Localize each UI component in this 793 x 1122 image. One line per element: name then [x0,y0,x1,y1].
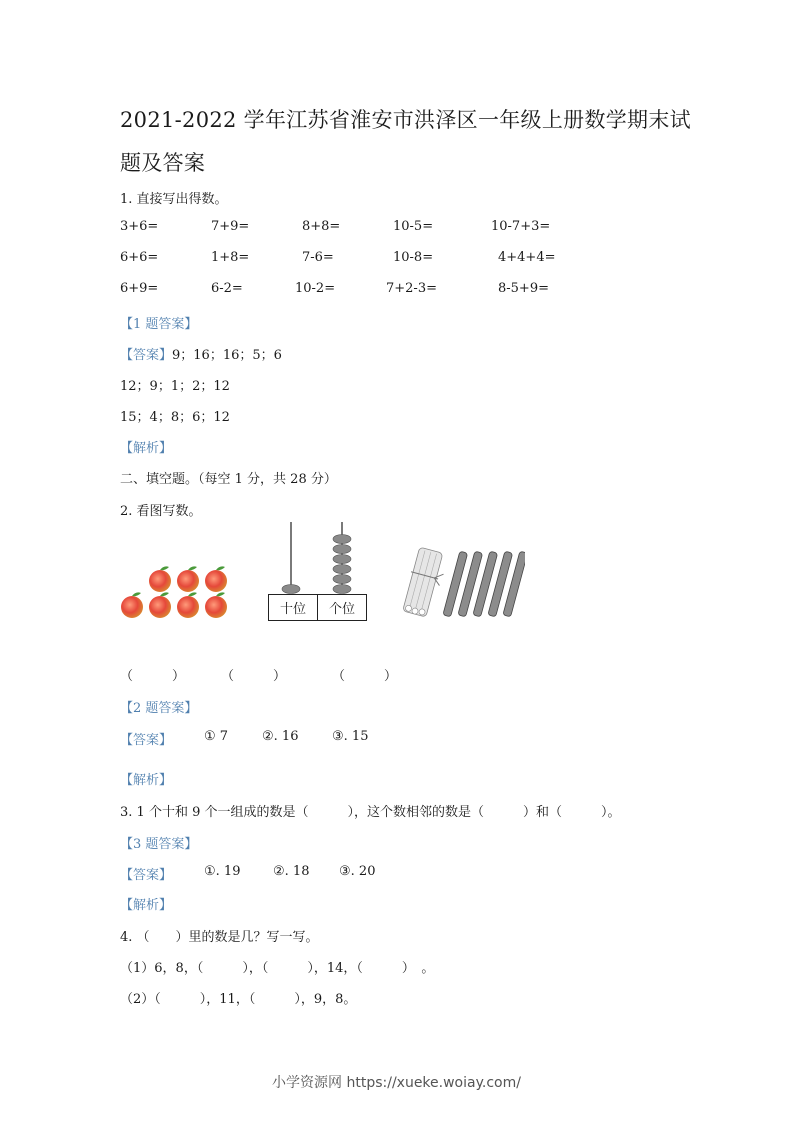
abacus-figure [267,522,367,622]
q1-answer-line-1 [120,344,282,363]
counting-sticks-figure [400,545,525,621]
ones-place-label: 个位 [328,602,355,617]
answer-value: 9；16；16；5；6 [172,348,282,363]
q4-heading: 4. （ ）里的数是几？写一写。 [120,930,319,945]
q1-item: 10-2= [295,281,336,296]
q3-answer-line [120,864,420,883]
q1-item: 7+9= [211,219,250,234]
answer-2: ②. 18 [273,864,310,879]
q1-item: 6+6= [120,250,159,265]
q1-answer-title: 【1 题答案】 [120,317,198,332]
q1-item: 4+4+4= [498,250,556,265]
q1-item: 6-2= [211,281,243,296]
q2-analysis-label: 【解析】 [120,773,173,788]
q1-analysis-label: 【解析】 [120,441,173,456]
blank-2[interactable]: （ ） [221,669,287,684]
q1-item: 1+8= [211,250,250,265]
footer-watermark: 小学资源网 https://xueke.woiay.com/ [272,1075,521,1091]
answer-1: ①. 19 [204,864,241,879]
answer-label: 【答案】 [120,733,173,748]
answer-2: ②. 16 [262,729,299,744]
q1-answer-line-2: 12；9；1；2；12 [120,379,230,394]
abacus-rods-icon [267,522,367,594]
answer-label: 【答案】 [120,348,173,363]
tens-place-label: 十位 [269,595,318,620]
answer-label: 【答案】 [120,868,173,883]
q1-item: 10-7+3= [491,219,551,234]
q1-item: 8-5+9= [498,281,549,296]
apples-figure [118,562,230,622]
section2-heading: 二、填空题。（每空 1 分，共 28 分） [120,472,337,487]
answer-1: ① 7 [204,729,229,744]
stick-bundle-icon [401,547,449,619]
q1-item: 10-8= [393,250,434,265]
q2-heading: 2. 看图写数。 [120,504,202,519]
q1-answer-line-3: 15；4；8；6；12 [120,410,230,425]
q1-item: 10-5= [393,219,434,234]
answer-3: ③. 15 [332,729,369,744]
blank-1[interactable]: （ ） [120,669,186,684]
answer-3: ③. 20 [339,864,376,879]
page-title-line1: 2021-2022 学年江苏省淮安市洪泽区一年级上册数学期末试 [120,108,691,132]
single-stick-icon [443,551,525,617]
q3-answer-title: 【3 题答案】 [120,837,198,852]
q3-question: 3. 1 个十和 9 个一组成的数是（ ），这个数相邻的数是（ ）和（ ）。 [120,805,621,820]
q1-heading: 1. 直接写出得数。 [120,192,228,207]
q1-item: 8+8= [302,219,341,234]
apple-icon [121,566,227,618]
blank-3[interactable]: （ ） [332,669,398,684]
q1-item: 7+2-3= [386,281,437,296]
q1-item: 7-6= [302,250,334,265]
q1-item: 3+6= [120,219,159,234]
place-value-table [268,594,367,621]
q1-item: 6+9= [120,281,159,296]
page-title-line2: 题及答案 [120,151,206,175]
q4-part2: （2）（ ），11，（ ），9，8。 [120,992,357,1007]
q2-answer-line [120,729,420,748]
q4-part1: （1）6，8，（ ），（ ），14，（ ） 。 [120,961,435,976]
q3-analysis-label: 【解析】 [120,898,173,913]
q2-answer-title: 【2 题答案】 [120,701,198,716]
